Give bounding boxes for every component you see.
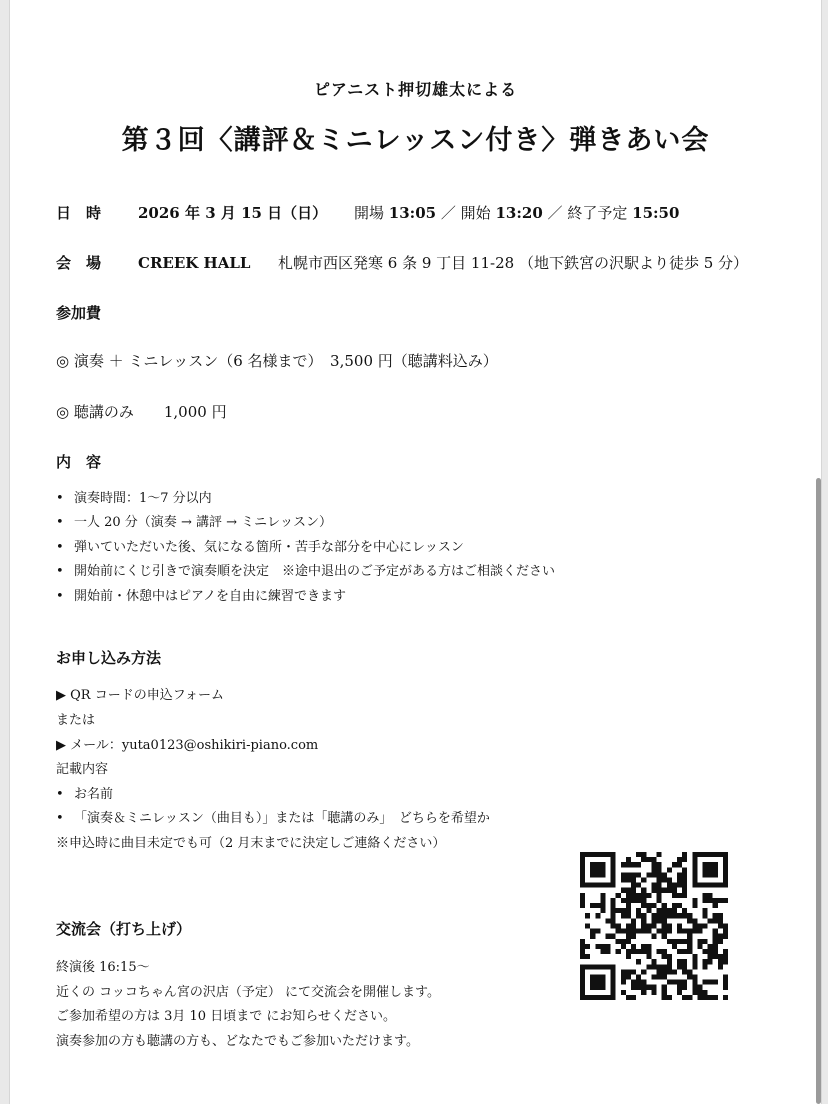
bullet-icon: •	[56, 811, 64, 826]
fee-item: ◎ 聴講のみ 1,000 円	[56, 403, 227, 421]
apply-note: ※申込時に曲目未定でも可（2 月末までに決定しご連絡ください）	[56, 836, 446, 851]
datetime-label: 日 時	[56, 204, 102, 222]
party-heading: 交流会（打ち上げ）	[56, 920, 192, 938]
separator: ／	[547, 204, 563, 222]
apply-line: ▶ メール：yuta0123@oshikiri-piano.com	[56, 738, 319, 753]
bullet-icon: •	[56, 515, 64, 530]
separator: ／	[440, 204, 456, 222]
list-item: • 一人 20 分（演奏 → 講評 → ミニレッスン）	[56, 515, 332, 530]
list-item: • 開始前にくじ引きで演奏順を決定 ※途中退出のご予定がある方はご相談ください	[56, 564, 556, 579]
venue-address: 札幌市西区発寒 6 条 9 丁目 11-28 （地下鉄宮の沢駅より徒歩 5 分）	[278, 254, 749, 272]
open-time: 13:05	[388, 204, 437, 222]
list-item: • 「演奏＆ミニレッスン（曲目も）」または「聴講のみ」 どちらを希望か	[56, 811, 490, 826]
bullet-icon: •	[56, 787, 64, 802]
content-heading: 内 容	[56, 453, 102, 471]
apply-line: ▶ QR コードの申込フォーム	[56, 688, 225, 703]
list-item: • 弾いていただいた後、気になる箇所・苦手な部分を中心にレッスン	[56, 540, 464, 555]
party-line: 近くの コッコちゃん宮の沢店（予定） にて交流会を開催します。	[56, 985, 440, 1000]
bullet-icon: •	[56, 564, 64, 579]
event-date: 2026 年 3 月 15 日（日）	[138, 204, 328, 222]
start-label: 開始	[460, 204, 491, 222]
qr-code-icon[interactable]	[580, 852, 728, 1000]
event-title: 第３回〈講評＆ミニレッスン付き〉弾きあい会	[121, 125, 710, 156]
venue-name: CREEK HALL	[138, 254, 251, 272]
list-item: • 開始前・休憩中はピアノを自由に練習できます	[56, 589, 346, 604]
bullet-icon: •	[56, 589, 64, 604]
apply-line: 記載内容	[56, 762, 109, 777]
end-label: 終了予定	[567, 204, 628, 222]
party-line: 終演後 16:15〜	[56, 960, 150, 975]
party-line: ご参加希望の方は 3月 10 日頃まで にお知らせください。	[56, 1009, 396, 1024]
scrollbar[interactable]	[816, 478, 821, 1104]
venue-row	[56, 252, 748, 273]
fee-item: ◎ 演奏 ＋ ミニレッスン（6 名様まで） 3,500 円（聴講料込み）	[56, 352, 498, 370]
datetime-row	[56, 202, 679, 223]
apply-heading: お申し込み方法	[56, 649, 162, 667]
list-item: • 演奏時間：1〜7 分以内	[56, 491, 212, 506]
start-time: 13:20	[495, 204, 543, 222]
bullet-icon: •	[56, 491, 64, 506]
venue-label: 会 場	[56, 254, 102, 272]
end-time: 15:50	[632, 204, 680, 222]
fee-heading: 参加費	[56, 304, 102, 322]
party-line: 演奏参加の方も聴講の方も、どなたでもご参加いただけます。	[56, 1034, 419, 1049]
apply-line: または	[56, 713, 96, 728]
bullet-icon: •	[56, 540, 64, 555]
event-subtitle: ピアニスト押切雄太による	[313, 80, 518, 99]
list-item: • お名前	[56, 787, 114, 802]
open-label: 開場	[354, 204, 385, 222]
flyer-page	[9, 0, 822, 1104]
